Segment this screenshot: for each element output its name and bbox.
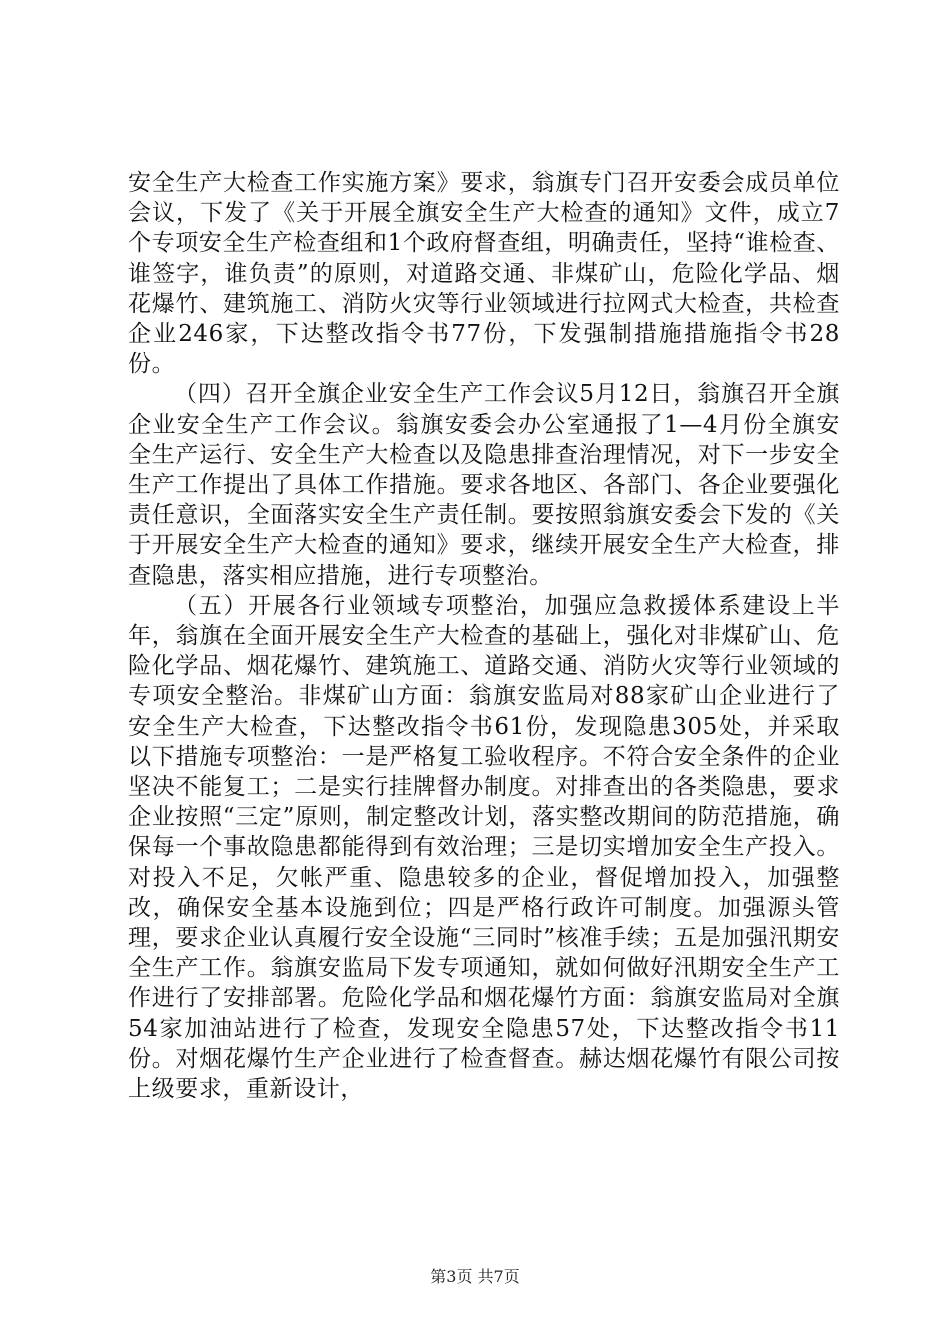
paragraph-section-5: （五）开展各行业领域专项整治，加强应急救援体系建设上半年，翁旗在全面开展安全生产大检查的基础上，强化对非煤矿山、危险化学品、烟花爆竹、建筑施工、道路交通、消防火灾等行业领域的专项安全整治。非煤矿山方面：翁旗安监局对88家矿山企业进行了安全生产大检查，下达整改指令书61份，发现隐患305处，并采取以下措施专项整治：一是严格复工验收程序。不符合安全条件的企业坚决不能复工；二是实行挂牌督办制度。对排查出的各类隐患，要求企业按照“三定”原则，制定整改计划，落实整改期间的防范措施，确保每一个事故隐患都能得到有效治理；三是切实增加安全生产投入。对投入不足，欠帐严重、隐患较多的企业，督促增加投入，加强整改，确保安全基本设施到位；四是严格行政许可制度。加强源头管理，要求企业认真履行安全设施“三同时”核准手续；五是加强汛期安全生产工作。翁旗安监局下发专项通知，就如何做好汛期安全生产工作进行了安排部署。危险化学品和烟花爆竹方面：翁旗安监局对全旗54家加油站进行了检查，发现安全隐患57处，下达整改指令书11份。对烟花爆竹生产企业进行了检查督查。赫达烟花爆竹有限公司按上级要求，重新设计， bbox=[128, 592, 840, 1103]
document-body bbox=[128, 168, 840, 1104]
page-footer: 第3页 共7页 bbox=[430, 1267, 520, 1286]
paragraph-continued: 安全生产大检查工作实施方案》要求，翁旗专门召开安委会成员单位会议，下发了《关于开展全旗安全生产大检查的通知》文件，成立7个专项安全生产检查组和1个政府督查组，明确责任，坚持“谁检查、谁签字，谁负责”的原则，对道路交通、非煤矿山，危险化学品、烟花爆竹、建筑施工、消防火灾等行业领域进行拉网式大检查，共检查企业246家，下达整改指令书77份，下发强制措施措施指令书28份。 bbox=[128, 170, 840, 378]
paragraph-section-4: （四）召开全旗企业安全生产工作会议5月12日，翁旗召开全旗企业安全生产工作会议。翁旗安委会办公室通报了1—4月份全旗安全生产运行、安全生产大检查以及隐患排查治理情况，对下一步安全生产工作提出了具体工作措施。要求各地区、各部门、各企业要强化责任意识，全面落实安全生产责任制。要按照翁旗安委会下发的《关于开展安全生产大检查的通知》要求，继续开展安全生产大检查，排查隐患，落实相应措施，进行专项整治。 bbox=[128, 381, 840, 589]
